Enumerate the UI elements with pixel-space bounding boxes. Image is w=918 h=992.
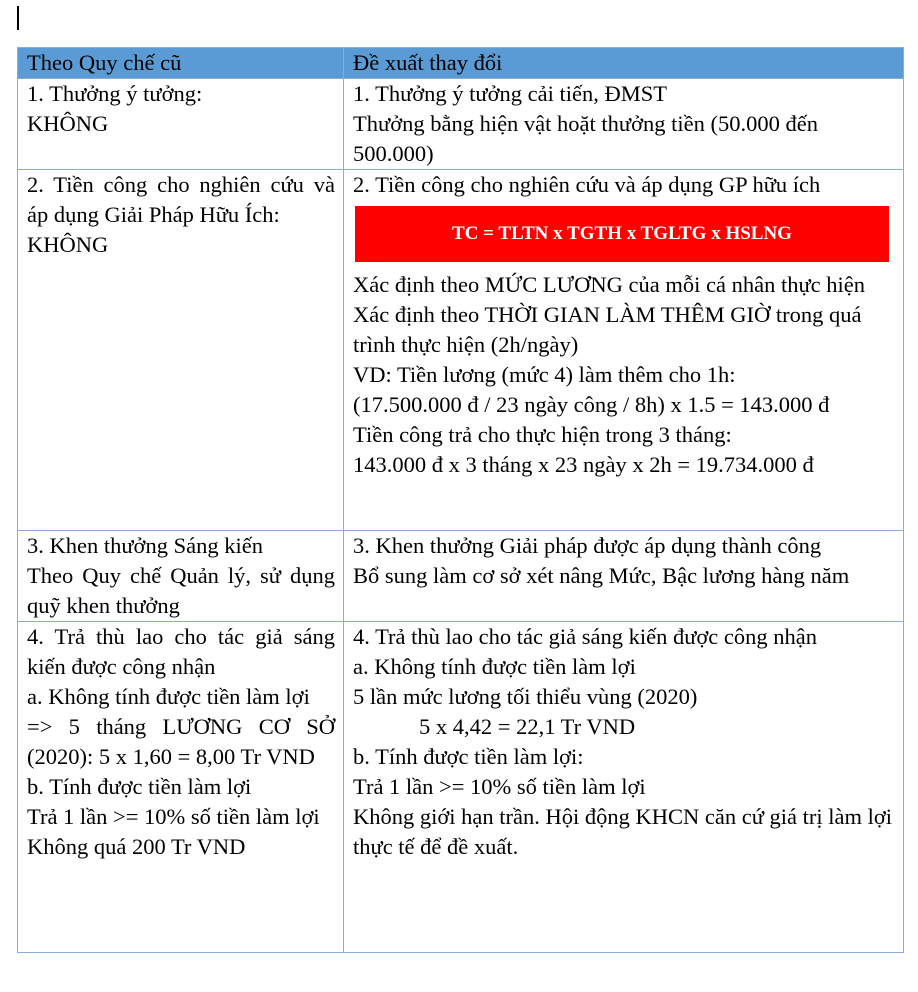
old-line: 2. Tiền công cho nghiên cứu và áp dụng Giải Pháp Hữu Ích: bbox=[27, 172, 335, 227]
old-line: 4. Trả thù lao cho tác giả sáng kiến được công nhận bbox=[27, 624, 335, 679]
new-line: Bổ sung làm cơ sở xét nâng Mức, Bậc lương hàng năm bbox=[353, 563, 850, 588]
new-line: Thưởng bằng hiện vật hoặt thưởng tiền (50.000 đến 500.000) bbox=[353, 111, 818, 166]
new-line: 4. Trả thù lao cho tác giả sáng kiến được công nhận bbox=[353, 624, 817, 649]
old-line: 3. Khen thưởng Sáng kiến bbox=[27, 533, 263, 558]
new-line: 5 x 4,42 = 22,1 Tr VND bbox=[419, 714, 636, 739]
old-line: Theo Quy chế Quản lý, sử dụng quỹ khen thưởng bbox=[27, 563, 335, 618]
cell-new bbox=[344, 170, 904, 531]
old-line: => 5 tháng LƯƠNG CƠ SỞ (2020): 5 x 1,60 = 8,00 Tr VND bbox=[27, 714, 335, 769]
cell-new bbox=[344, 79, 904, 170]
old-line: KHÔNG bbox=[27, 232, 109, 257]
new-line: Xác định theo THỜI GIAN LÀM THÊM GIỜ trong quá trình thực hiện (2h/ngày) bbox=[353, 302, 862, 357]
table-row bbox=[18, 622, 904, 953]
cell-old bbox=[18, 79, 344, 170]
cell-old bbox=[18, 622, 344, 953]
new-title: 2. Tiền công cho nghiên cứu và áp dụng GP hữu ích bbox=[353, 172, 821, 197]
cell-new bbox=[344, 622, 904, 953]
new-line: a. Không tính được tiền làm lợi bbox=[353, 654, 636, 679]
new-line: 5 lần mức lương tối thiểu vùng (2020) bbox=[353, 684, 698, 709]
old-line: KHÔNG bbox=[27, 111, 109, 136]
comparison-table bbox=[17, 47, 904, 953]
old-line: b. Tính được tiền làm lợi bbox=[27, 774, 252, 799]
formula-box: TC = TLTN x TGTH x TGLTG x HSLNG bbox=[355, 206, 889, 262]
cell-old bbox=[18, 170, 344, 531]
new-line: VD: Tiền lương (mức 4) làm thêm cho 1h: bbox=[353, 362, 736, 387]
cell-old bbox=[18, 531, 344, 622]
old-line: Trả 1 lần >= 10% số tiền làm lợi bbox=[27, 804, 320, 829]
new-line: (17.500.000 đ / 23 ngày công / 8h) x 1.5 = 143.000 đ bbox=[353, 392, 830, 417]
new-line: Trả 1 lần >= 10% số tiền làm lợi bbox=[353, 774, 646, 799]
header-row bbox=[18, 48, 904, 79]
header-old-regulation: Theo Quy chế cũ bbox=[18, 48, 344, 79]
text-cursor bbox=[17, 6, 19, 30]
new-line: 143.000 đ x 3 tháng x 23 ngày x 2h = 19.734.000 đ bbox=[353, 452, 814, 477]
new-line: Tiền công trả cho thực hiện trong 3 tháng: bbox=[353, 422, 732, 447]
table-row bbox=[18, 531, 904, 622]
header-proposed-change: Đề xuất thay đổi bbox=[344, 48, 904, 79]
table-row bbox=[18, 170, 904, 531]
new-line: 3. Khen thưởng Giải pháp được áp dụng thành công bbox=[353, 533, 822, 558]
cell-new bbox=[344, 531, 904, 622]
new-line: b. Tính được tiền làm lợi: bbox=[353, 744, 584, 769]
new-line: Không giới hạn trần. Hội động KHCN căn cứ giá trị làm lợi thực tế để đề xuất. bbox=[353, 804, 893, 859]
table-row bbox=[18, 79, 904, 170]
new-line: Xác định theo MỨC LƯƠNG của mỗi cá nhân thực hiện bbox=[353, 272, 865, 297]
old-line: Không quá 200 Tr VND bbox=[27, 834, 246, 859]
new-line: 1. Thưởng ý tưởng cải tiến, ĐMST bbox=[353, 81, 668, 106]
old-line: 1. Thưởng ý tưởng: bbox=[27, 81, 203, 106]
old-line: a. Không tính được tiền làm lợi bbox=[27, 684, 310, 709]
